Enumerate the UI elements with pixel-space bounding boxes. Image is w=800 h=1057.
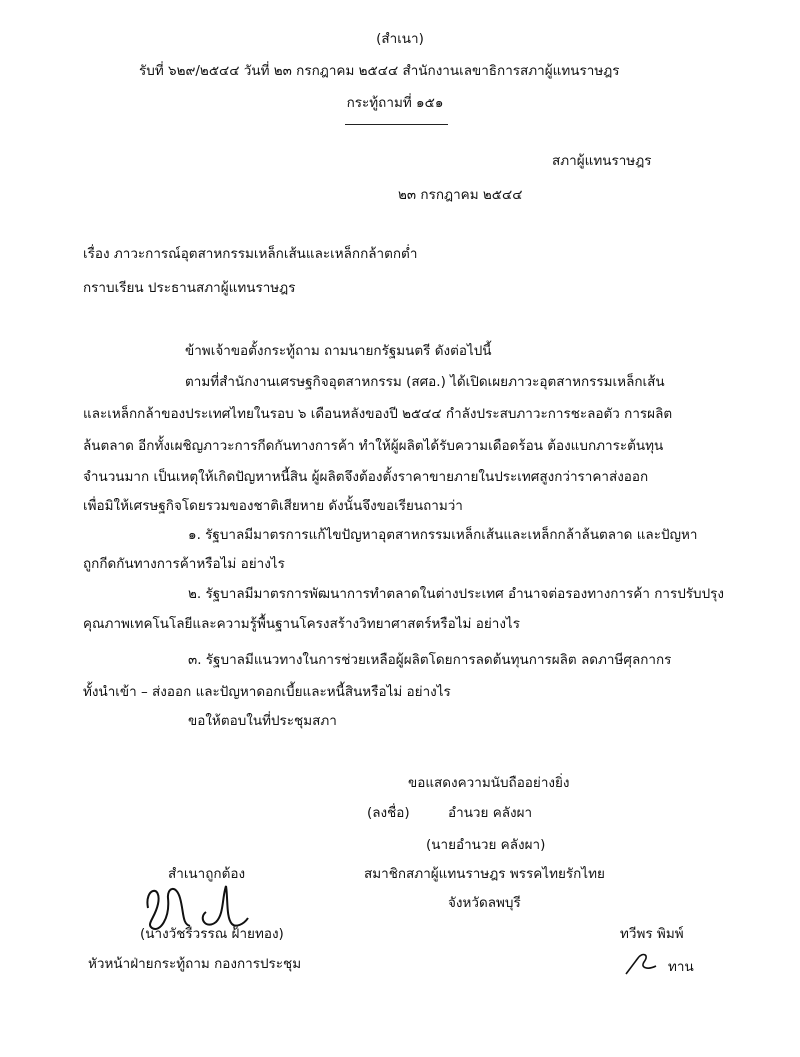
question-2-line-2: คุณภาพเทคโนโลยีและความรู้พื้นฐานโครงสร้างวิทยาศาสตร์หรือไม่ อย่างไร: [83, 616, 520, 632]
paragraph-line: จำนวนมาก เป็นเหตุให้เกิดปัญหาหนี้สิน ผู้ผลิตจึงต้องตั้งราคาขายภายในประเทศสูงกว่าราคาส่งออก: [83, 469, 649, 485]
closing-request: ขอให้ตอบในที่ประชุมสภา: [188, 713, 337, 729]
certifier-title: หัวหน้าฝ่ายกระทู้ถาม กองการประชุม: [88, 956, 302, 972]
signed-label: (ลงชื่อ): [367, 805, 410, 821]
checked-by: ทาน: [668, 959, 694, 975]
question-3-line-2: ทั้งนำเข้า – ส่งออก และปัญหาดอกเบี้ยและหนี้สินหรือไม่ อย่างไร: [83, 684, 451, 700]
respect-closing: ขอแสดงความนับถืออย่างยิ่ง: [408, 775, 570, 791]
certifier-name: (นางวัชรีวรรณ ฝ้ายทอง): [140, 926, 284, 942]
copy-mark: (สำเนา): [376, 31, 424, 47]
question-number: กระทู้ถามที่ ๑๕๑: [346, 95, 444, 111]
intro-line: ข้าพเจ้าขอตั้งกระทู้ถาม ถามนายกรัฐมนตรี ดังต่อไปนี้: [185, 343, 492, 359]
typed-by: ทวีพร พิมพ์: [620, 926, 684, 942]
received-line: รับที่ ๖๒๙/๒๕๔๔ วันที่ ๒๓ กรกฎาคม ๒๕๔๔ สำนักงานเลขาธิการสภาผู้แทนราษฎร: [139, 63, 620, 79]
question-2-line-1: ๒. รัฐบาลมีมาตรการพัฒนาการทำตลาดในต่างประเทศ อำนาจต่อรองทางการค้า การปรับปรุง: [188, 586, 725, 602]
question-1-line-2: ถูกกีดกันทางการค้าหรือไม่ อย่างไร: [83, 556, 285, 572]
paragraph-line: และเหล็กกล้าของประเทศไทยในรอบ ๖ เดือนหลังของปี ๒๕๔๔ กำลังประสบภาวะการชะลอตัว การผลิต: [83, 406, 673, 422]
certified-copy-label: สำเนาถูกต้อง: [168, 866, 246, 882]
salutation: กราบเรียน ประธานสภาผู้แทนราษฎร: [83, 280, 296, 296]
signer-position: สมาชิกสภาผู้แทนราษฎร พรรคไทยรักไทย: [364, 866, 605, 882]
paragraph-line: ตามที่สำนักงานเศรษฐกิจอุตสาหกรรม (สศอ.) ได้เปิดเผยภาวะอุตสาหกรรมเหล็กเส้น: [185, 374, 665, 390]
question-3-line-1: ๓. รัฐบาลมีแนวทางในการช่วยเหลือผู้ผลิตโดยการลดต้นทุนการผลิต ลดภาษีศุลกากร: [188, 652, 672, 668]
header-divider: [345, 124, 448, 125]
sender-org: สภาผู้แทนราษฎร: [552, 153, 652, 169]
checker-initials: [622, 948, 662, 978]
paragraph-line: ล้นตลาด อีกทั้งเผชิญภาวะการกีดกันทางการค้า ทำให้ผู้ผลิตได้รับความเดือดร้อน ต้องแบกภาระต้นทุน: [83, 438, 664, 454]
signer-province: จังหวัดลพบุรี: [448, 895, 521, 911]
sender-date: ๒๓ กรกฎาคม ๒๕๔๔: [398, 187, 523, 203]
signed-name: อำนวย คลังผา: [448, 805, 533, 821]
paragraph-line: เพื่อมิให้เศรษฐกิจโดยรวมของชาติเสียหาย ดังนั้นจึงขอเรียนถามว่า: [83, 498, 463, 514]
question-1-line-1: ๑. รัฐบาลมีมาตรการแก้ไขปัญหาอุตสาหกรรมเหล็กเส้นและเหล็กกล้าล้นตลาด และปัญหา: [188, 527, 698, 543]
subject: เรื่อง ภาวะการณ์อุตสาหกรรมเหล็กเส้นและเหล็กกล้าตกต่ำ: [83, 246, 418, 262]
signer-full-name: (นายอำนวย คลังผา): [426, 837, 546, 853]
